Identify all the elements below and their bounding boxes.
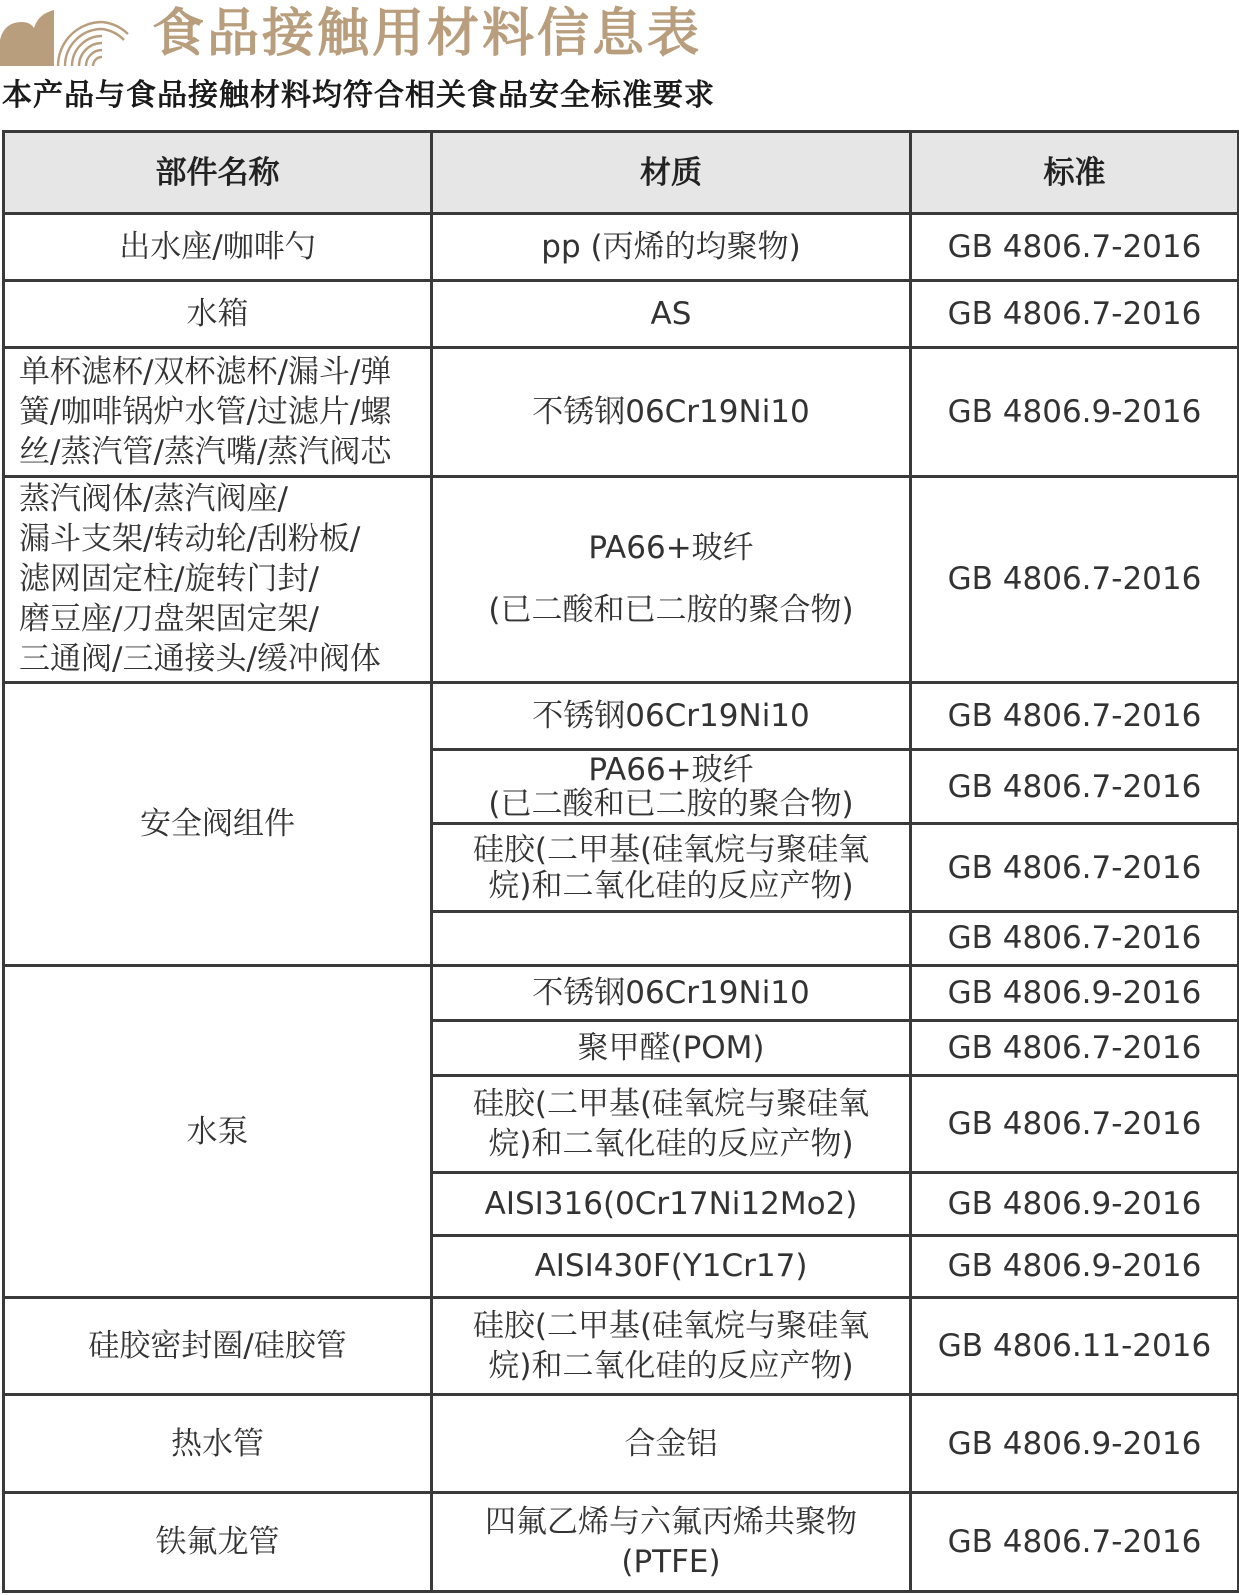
table-row bbox=[4, 280, 1239, 347]
material-line: 硅胶(二甲基(硅氧烷与聚硅氧 bbox=[472, 1308, 870, 1345]
part-name: 出水座/咖啡勺 bbox=[119, 228, 316, 265]
material-line: 硅胶(二甲基(硅氧烷与聚硅氧 bbox=[472, 1085, 870, 1122]
standard-cell: GB 4806.7-2016 bbox=[911, 477, 1239, 683]
part-name: 水泵 bbox=[186, 1113, 249, 1150]
materials-table bbox=[2, 130, 1239, 1593]
column-header-part: 部件名称 bbox=[4, 132, 432, 214]
standard-cell: GB 4806.7-2016 bbox=[911, 214, 1239, 281]
material-cell bbox=[432, 682, 911, 749]
material-cell bbox=[432, 1172, 911, 1235]
material-cell bbox=[432, 347, 911, 477]
material-description: (已二酸和已二胺的聚合物) bbox=[488, 592, 854, 629]
part-name-line: 漏斗支架/转动轮/刮粉板/ bbox=[19, 521, 361, 558]
part-name-line: 三通阀/三通接头/缓冲阀体 bbox=[19, 641, 381, 678]
part-name: 水箱 bbox=[186, 295, 249, 332]
material-cell bbox=[432, 1235, 911, 1298]
part-name-cell bbox=[4, 1395, 432, 1492]
material-line: 四氟乙烯与六氟丙烯共聚物 bbox=[485, 1503, 857, 1540]
part-name-cell bbox=[4, 280, 432, 347]
standard-cell: GB 4806.9-2016 bbox=[911, 1395, 1239, 1492]
material-cell bbox=[432, 477, 911, 683]
column-header-material: 材质 bbox=[432, 132, 911, 214]
part-name: 铁氟龙管 bbox=[155, 1523, 280, 1560]
standard-cell: GB 4806.7-2016 bbox=[911, 824, 1239, 911]
standard-cell: GB 4806.7-2016 bbox=[911, 1075, 1239, 1172]
material-name: 不锈钢06Cr19Ni10 bbox=[532, 697, 810, 734]
part-name: 硅胶密封圈/硅胶管 bbox=[88, 1328, 347, 1365]
table-row bbox=[4, 214, 1239, 281]
material-name: PA66+玻纤 bbox=[588, 530, 754, 567]
part-name-cell bbox=[4, 477, 432, 683]
table-row bbox=[4, 1395, 1239, 1492]
material-description: (已二酸和已二胺的聚合物) bbox=[488, 785, 854, 822]
part-name-line: 磨豆座/刀盘架固定架/ bbox=[19, 601, 319, 638]
material-name: AS bbox=[650, 295, 692, 332]
material-name: PA66+玻纤 bbox=[588, 751, 754, 788]
material-cell bbox=[432, 1075, 911, 1172]
standard-cell: GB 4806.9-2016 bbox=[911, 966, 1239, 1021]
standard-cell: GB 4806.7-2016 bbox=[911, 1492, 1239, 1591]
column-header-standard: 标准 bbox=[911, 132, 1239, 214]
material-cell-empty bbox=[432, 911, 911, 966]
table-row bbox=[4, 347, 1239, 477]
material-cell bbox=[432, 1298, 911, 1395]
material-cell bbox=[432, 1395, 911, 1492]
standard-cell: GB 4806.9-2016 bbox=[911, 347, 1239, 477]
standard-cell: GB 4806.7-2016 bbox=[911, 1020, 1239, 1075]
standard-cell: GB 4806.7-2016 bbox=[911, 749, 1239, 824]
material-line: 烷)和二氧化硅的反应产物) bbox=[488, 867, 854, 904]
material-name: 不锈钢06Cr19Ni10 bbox=[532, 393, 810, 430]
part-name-cell bbox=[4, 1298, 432, 1395]
table-row bbox=[4, 682, 1239, 749]
part-name-cell bbox=[4, 1492, 432, 1591]
material-cell bbox=[432, 214, 911, 281]
standard-cell: GB 4806.7-2016 bbox=[911, 280, 1239, 347]
material-line: 烷)和二氧化硅的反应产物) bbox=[488, 1125, 854, 1162]
standard-cell: GB 4806.9-2016 bbox=[911, 1235, 1239, 1298]
part-name-line: 单杯滤杯/双杯滤杯/漏斗/弹 bbox=[19, 353, 392, 390]
material-name: 不锈钢06Cr19Ni10 bbox=[532, 975, 810, 1012]
material-cell bbox=[432, 749, 911, 824]
standard-cell: GB 4806.9-2016 bbox=[911, 1172, 1239, 1235]
material-line: (PTFE) bbox=[621, 1543, 721, 1580]
part-name-line: 丝/蒸汽管/蒸汽嘴/蒸汽阀芯 bbox=[19, 433, 392, 470]
part-name: 热水管 bbox=[171, 1425, 264, 1462]
table-row bbox=[4, 966, 1239, 1021]
material-cell bbox=[432, 824, 911, 911]
material-line: 烷)和二氧化硅的反应产物) bbox=[488, 1348, 854, 1385]
page-title: 食品接触用材料信息表 bbox=[152, 4, 703, 64]
part-name-line: 滤网固定柱/旋转门封/ bbox=[19, 561, 319, 598]
table-row bbox=[4, 1492, 1239, 1591]
part-name-line: 簧/咖啡锅炉水管/过滤片/螺 bbox=[19, 393, 392, 430]
standard-cell: GB 4806.11-2016 bbox=[911, 1298, 1239, 1395]
table-row bbox=[4, 1298, 1239, 1395]
brand-logo-icon bbox=[0, 0, 130, 66]
material-line: 硅胶(二甲基(硅氧烷与聚硅氧 bbox=[472, 831, 870, 868]
material-name: 合金铝 bbox=[624, 1425, 718, 1462]
material-name: AISI430F(Y1Cr17) bbox=[534, 1248, 808, 1285]
material-name: AISI316(0Cr17Ni12Mo2) bbox=[484, 1185, 858, 1222]
standard-cell: GB 4806.7-2016 bbox=[911, 682, 1239, 749]
part-name-cell bbox=[4, 966, 432, 1298]
table-header-row bbox=[4, 132, 1239, 214]
part-name-line: 蒸汽阀体/蒸汽阀座/ bbox=[19, 481, 288, 518]
page-subtitle: 本产品与食品接触材料均符合相关食品安全标准要求 bbox=[2, 78, 715, 113]
standard-cell: GB 4806.7-2016 bbox=[911, 911, 1239, 966]
material-cell bbox=[432, 966, 911, 1021]
material-cell bbox=[432, 280, 911, 347]
material-name: pp (丙烯的均聚物) bbox=[541, 228, 801, 265]
material-cell bbox=[432, 1020, 911, 1075]
material-cell bbox=[432, 1492, 911, 1591]
part-name-cell bbox=[4, 682, 432, 965]
part-name: 安全阀组件 bbox=[140, 805, 295, 842]
header bbox=[0, 0, 1239, 132]
part-name-cell bbox=[4, 347, 432, 477]
table-row bbox=[4, 477, 1239, 683]
material-name: 聚甲醛(POM) bbox=[577, 1029, 765, 1066]
part-name-cell bbox=[4, 214, 432, 281]
